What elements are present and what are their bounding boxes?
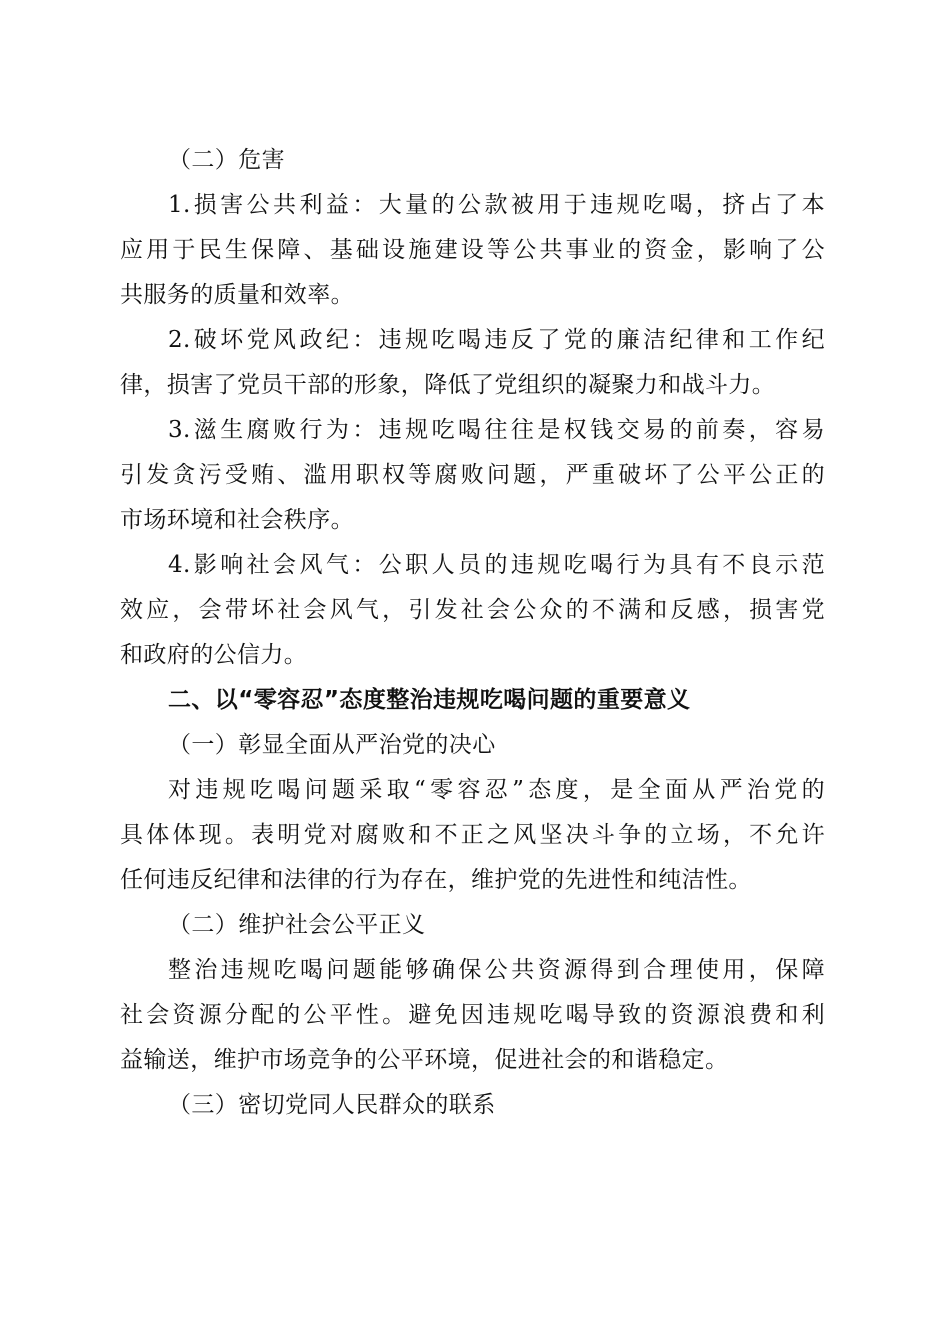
subsection-heading-people-connection: （三）密切党同人民群众的联系 <box>168 1092 496 1118</box>
section-heading-significance: 二、以“零容忍”态度整治违规吃喝问题的重要意义 <box>168 687 691 713</box>
section-heading-harm: （二）危害 <box>168 147 285 173</box>
harm-item-2 <box>120 318 825 408</box>
subsection-heading-determination: （一）彰显全面从严治党的决心 <box>168 732 496 758</box>
paragraph-determination <box>120 768 825 903</box>
document-body <box>120 138 825 1128</box>
harm-item-4 <box>120 543 825 678</box>
paragraph-line: 4.影响社会风气：公职人员的违规吃喝行为具有不良示范 <box>168 552 825 578</box>
paragraph-line: 整治违规吃喝问题能够确保公共资源得到合理使用，保障 <box>168 957 825 983</box>
subsection-heading-fairness: （二）维护社会公平正义 <box>168 912 426 938</box>
paragraph-line: 效应，会带坏社会风气，引发社会公众的不满和反感，损害党 <box>120 597 825 623</box>
harm-item-3 <box>120 408 825 543</box>
paragraph-line: 对违规吃喝问题采取“零容忍”态度，是全面从严治党的 <box>168 777 825 803</box>
paragraph-line: 共服务的质量和效率。 <box>120 282 354 308</box>
paragraph-line: 任何违反纪律和法律的行为存在，维护党的先进性和纯洁性。 <box>120 867 752 893</box>
paragraph-line: 应用于民生保障、基础设施建设等公共事业的资金，影响了公 <box>120 237 825 263</box>
paragraph-line: 律，损害了党员干部的形象，降低了党组织的凝聚力和战斗力。 <box>120 372 776 398</box>
paragraph-line: 益输送，维护市场竞争的公平环境，促进社会的和谐稳定。 <box>120 1047 729 1073</box>
paragraph-line: 具体体现。表明党对腐败和不正之风坚决斗争的立场，不允许 <box>120 822 825 848</box>
paragraph-line: 和政府的公信力。 <box>120 642 308 668</box>
paragraph-line: 市场环境和社会秩序。 <box>120 507 354 533</box>
paragraph-fairness <box>120 948 825 1083</box>
paragraph-line: 引发贪污受贿、滥用职权等腐败问题，严重破坏了公平公正的 <box>120 462 825 488</box>
paragraph-line: 社会资源分配的公平性。避免因违规吃喝导致的资源浪费和利 <box>120 1002 825 1028</box>
paragraph-line: 1.损害公共利益：大量的公款被用于违规吃喝，挤占了本 <box>168 192 825 218</box>
paragraph-line: 3.滋生腐败行为：违规吃喝往往是权钱交易的前奏，容易 <box>168 417 825 443</box>
harm-item-1 <box>120 183 825 318</box>
paragraph-line: 2.破坏党风政纪：违规吃喝违反了党的廉洁纪律和工作纪 <box>168 327 825 353</box>
